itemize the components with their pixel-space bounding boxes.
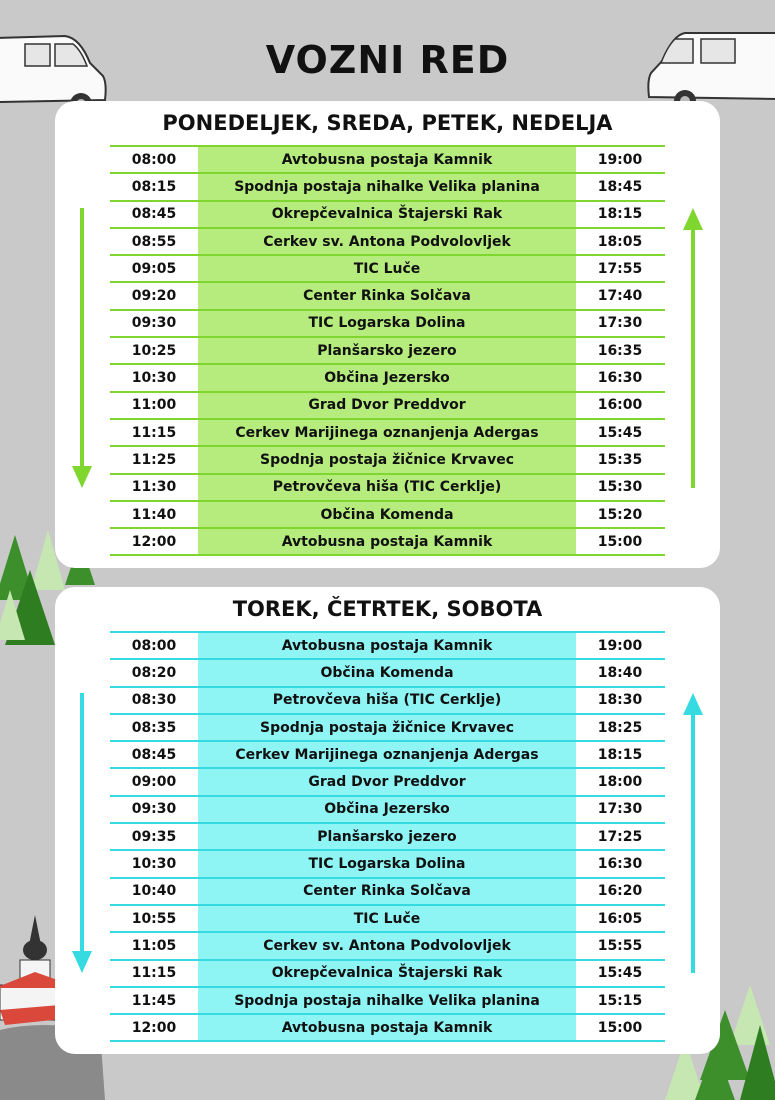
stop-name: Cerkev Marijinega oznanjenja Adergas <box>198 742 576 767</box>
return-time: 16:35 <box>597 342 643 359</box>
table-row <box>110 660 665 687</box>
departure-time: 08:00 <box>131 151 177 168</box>
return-time: 17:55 <box>597 260 643 277</box>
return-time: 19:00 <box>597 151 643 168</box>
table-row <box>110 202 665 229</box>
table-row <box>110 851 665 878</box>
return-time: 16:30 <box>597 856 643 873</box>
arrow-down-icon <box>72 693 92 973</box>
arrow-down-icon <box>72 208 92 488</box>
table-row <box>110 229 665 256</box>
return-time: 15:20 <box>597 506 643 523</box>
departure-time: 09:20 <box>131 288 177 305</box>
departure-time: 09:30 <box>131 315 177 332</box>
schedule-table <box>110 145 665 556</box>
departure-time: 11:40 <box>131 506 177 523</box>
stop-name: Občina Komenda <box>198 660 576 685</box>
table-row <box>110 393 665 420</box>
stop-name: TIC Logarska Dolina <box>198 311 576 336</box>
stop-name: Avtobusna postaja Kamnik <box>198 633 576 658</box>
table-row <box>110 633 665 660</box>
stop-name: Občina Jezersko <box>198 797 576 822</box>
schedule-heading: PONEDELJEK, SREDA, PETEK, NEDELJA <box>162 111 613 135</box>
return-time: 17:40 <box>597 288 643 305</box>
return-time: 15:15 <box>597 992 643 1009</box>
stop-name: Cerkev Marijinega oznanjenja Adergas <box>198 420 576 445</box>
departure-time: 12:00 <box>131 533 177 550</box>
stop-name: Občina Komenda <box>198 502 576 527</box>
departure-time: 09:05 <box>131 260 177 277</box>
stop-name: Okrepčevalnica Štajerski Rak <box>198 202 576 227</box>
departure-time: 12:00 <box>131 1019 177 1036</box>
stop-name: Cerkev sv. Antona Podvolovljek <box>198 933 576 958</box>
stop-name: Planšarsko jezero <box>198 338 576 363</box>
return-time: 18:45 <box>597 178 643 195</box>
table-row <box>110 906 665 933</box>
departure-time: 11:45 <box>131 992 177 1009</box>
stop-name: TIC Luče <box>198 906 576 931</box>
departure-time: 08:00 <box>131 637 177 654</box>
departure-time: 08:45 <box>131 206 177 223</box>
table-row <box>110 879 665 906</box>
return-time: 16:20 <box>597 883 643 900</box>
departure-time: 10:30 <box>131 856 177 873</box>
return-time: 15:00 <box>597 533 643 550</box>
table-row <box>110 420 665 447</box>
table-row <box>110 1015 665 1042</box>
table-row <box>110 688 665 715</box>
page-title: VOZNI RED <box>265 38 510 82</box>
departure-time: 11:25 <box>131 451 177 468</box>
schedule-heading: TOREK, ČETRTEK, SOBOTA <box>232 597 543 621</box>
table-row <box>110 283 665 310</box>
departure-time: 10:55 <box>131 910 177 927</box>
stop-name: Spodnja postaja žičnice Krvavec <box>198 715 576 740</box>
table-row <box>110 797 665 824</box>
departure-time: 11:05 <box>131 937 177 954</box>
departure-time: 08:55 <box>131 233 177 250</box>
return-time: 18:15 <box>597 206 643 223</box>
stop-name: Petrovčeva hiša (TIC Cerklje) <box>198 475 576 500</box>
schedule-card-tue-thu-sat <box>55 587 720 1054</box>
departure-time: 11:00 <box>131 397 177 414</box>
departure-time: 08:15 <box>131 178 177 195</box>
stop-name: Center Rinka Solčava <box>198 283 576 308</box>
departure-time: 09:35 <box>131 828 177 845</box>
return-time: 17:25 <box>597 828 643 845</box>
departure-time: 08:35 <box>131 719 177 736</box>
return-time: 15:45 <box>597 424 643 441</box>
return-time: 15:00 <box>597 1019 643 1036</box>
return-time: 18:25 <box>597 719 643 736</box>
table-row <box>110 174 665 201</box>
departure-time: 08:20 <box>131 664 177 681</box>
return-time: 18:30 <box>597 692 643 709</box>
return-time: 17:30 <box>597 801 643 818</box>
return-time: 18:40 <box>597 664 643 681</box>
stop-name: Spodnja postaja žičnice Krvavec <box>198 447 576 472</box>
return-time: 15:55 <box>597 937 643 954</box>
table-row <box>110 311 665 338</box>
return-time: 16:05 <box>597 910 643 927</box>
table-row <box>110 447 665 474</box>
schedule-card-mon-wed-fri-sun <box>55 101 720 568</box>
return-time: 15:35 <box>597 451 643 468</box>
table-row <box>110 988 665 1015</box>
stop-name: Avtobusna postaja Kamnik <box>198 529 576 554</box>
return-time: 18:15 <box>597 746 643 763</box>
table-row <box>110 715 665 742</box>
table-row <box>110 338 665 365</box>
stop-name: Grad Dvor Preddvor <box>198 393 576 418</box>
return-time: 16:00 <box>597 397 643 414</box>
departure-time: 08:30 <box>131 692 177 709</box>
table-row <box>110 256 665 283</box>
stop-name: Avtobusna postaja Kamnik <box>198 147 576 172</box>
departure-time: 09:30 <box>131 801 177 818</box>
table-row <box>110 147 665 174</box>
return-time: 17:30 <box>597 315 643 332</box>
stop-name: TIC Luče <box>198 256 576 281</box>
return-time: 19:00 <box>597 637 643 654</box>
table-row <box>110 961 665 988</box>
stop-name: Občina Jezersko <box>198 365 576 390</box>
stop-name: Spodnja postaja nihalke Velika planina <box>198 174 576 199</box>
departure-time: 11:15 <box>131 424 177 441</box>
return-time: 16:30 <box>597 370 643 387</box>
departure-time: 11:15 <box>131 965 177 982</box>
table-row <box>110 742 665 769</box>
stop-name: Center Rinka Solčava <box>198 879 576 904</box>
table-row <box>110 824 665 851</box>
return-time: 18:00 <box>597 774 643 791</box>
arrow-up-icon <box>683 693 703 973</box>
departure-time: 10:25 <box>131 342 177 359</box>
stop-name: Petrovčeva hiša (TIC Cerklje) <box>198 688 576 713</box>
stop-name: TIC Logarska Dolina <box>198 851 576 876</box>
stop-name: Planšarsko jezero <box>198 824 576 849</box>
departure-time: 08:45 <box>131 746 177 763</box>
schedule-table <box>110 631 665 1042</box>
table-row <box>110 502 665 529</box>
departure-time: 10:40 <box>131 883 177 900</box>
table-row <box>110 475 665 502</box>
return-time: 18:05 <box>597 233 643 250</box>
departure-time: 09:00 <box>131 774 177 791</box>
return-time: 15:45 <box>597 965 643 982</box>
table-row <box>110 933 665 960</box>
table-row <box>110 529 665 556</box>
stop-name: Okrepčevalnica Štajerski Rak <box>198 961 576 986</box>
table-row <box>110 769 665 796</box>
stop-name: Cerkev sv. Antona Podvolovljek <box>198 229 576 254</box>
arrow-up-icon <box>683 208 703 488</box>
stop-name: Spodnja postaja nihalke Velika planina <box>198 988 576 1013</box>
stop-name: Grad Dvor Preddvor <box>198 769 576 794</box>
return-time: 15:30 <box>597 479 643 496</box>
stop-name: Avtobusna postaja Kamnik <box>198 1015 576 1040</box>
departure-time: 10:30 <box>131 370 177 387</box>
departure-time: 11:30 <box>131 479 177 496</box>
table-row <box>110 365 665 392</box>
